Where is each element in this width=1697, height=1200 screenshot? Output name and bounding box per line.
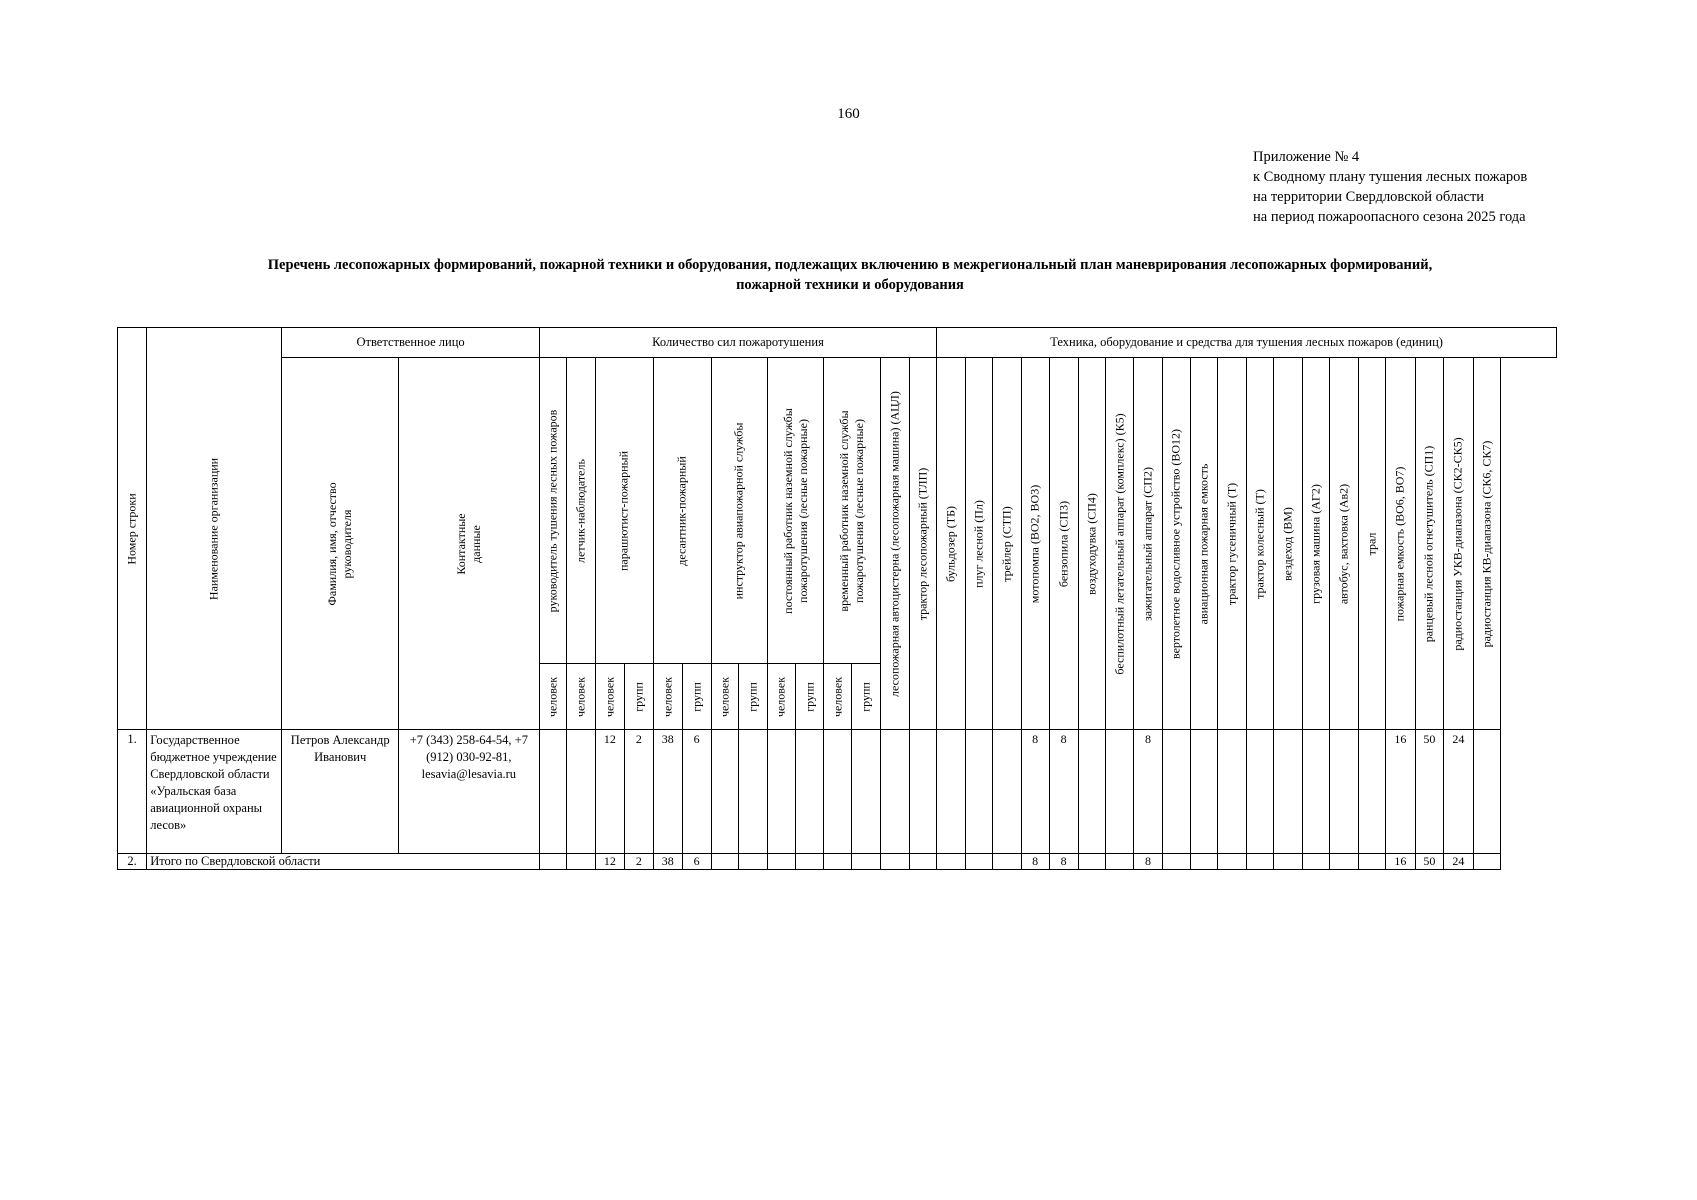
header-force-label: временный работник наземной службы пожаротушения (лесные пожарные)	[837, 409, 867, 612]
data-cell	[909, 854, 937, 870]
row-number: 1.	[118, 730, 147, 854]
data-cell: 24	[1444, 730, 1473, 854]
responsible-person-name: Петров Александр Иванович	[282, 730, 399, 854]
data-cell: 8	[1049, 854, 1078, 870]
data-cell	[1330, 854, 1358, 870]
header-equipment-item	[1078, 358, 1106, 730]
data-cell	[937, 730, 965, 854]
data-cell	[880, 854, 909, 870]
data-cell: 6	[682, 730, 711, 854]
header-force-label: летчик-наблюдатель	[573, 458, 588, 563]
data-cell	[739, 854, 768, 870]
unit-label: человек	[573, 676, 588, 717]
unit-label: человек	[545, 676, 560, 717]
header-equipment-label: грузовая машина (АГ2)	[1308, 483, 1323, 604]
header-equipment-item	[1049, 358, 1078, 730]
header-equipment-label: беспилотный летательный аппарат (комплекс) (К5)	[1112, 412, 1127, 675]
data-cell	[852, 730, 881, 854]
header-equipment-label: трал	[1364, 532, 1379, 555]
header-equipment-label: трейлер (СТП)	[999, 505, 1014, 582]
unit-label: человек	[830, 676, 845, 717]
data-cell	[1078, 730, 1106, 854]
forces-equipment-table	[117, 327, 1697, 870]
header-fio	[282, 358, 399, 730]
header-equipment-label: лесопожарная автоцистерна (лесопожарная машина) (АЦЛ)	[887, 390, 902, 697]
data-cell	[1106, 730, 1134, 854]
header-unit-people	[539, 664, 567, 730]
document-title-line-1: Перечень лесопожарных формирований, пожарной техники и оборудования, подлежащих включению в межрегиональный план маневрирования лесопожарных формирований,	[267, 257, 1433, 273]
data-cell	[1246, 730, 1274, 854]
data-cell: 50	[1415, 730, 1444, 854]
data-cell	[1330, 730, 1358, 854]
header-contacts	[398, 358, 539, 730]
header-unit-people	[768, 664, 796, 730]
header-equipment-item	[1106, 358, 1134, 730]
data-cell	[909, 730, 937, 854]
header-unit-people	[596, 664, 625, 730]
data-cell: 8	[1021, 854, 1049, 870]
data-cell	[1218, 854, 1246, 870]
data-cell	[1274, 854, 1302, 870]
data-cell	[539, 854, 567, 870]
header-equipment-label: трактор лесопожарный (ТЛП)	[915, 467, 930, 620]
unit-label: групп	[858, 681, 873, 712]
header-fio-label: Фамилия, имя, отчество руководителя	[325, 481, 355, 606]
data-cell: 50	[1415, 854, 1444, 870]
header-equipment-label: ранцевый лесной огнетушитель (СП1)	[1421, 445, 1436, 642]
data-cell	[1358, 730, 1386, 854]
header-force-label: десантник-пожарный	[674, 455, 689, 566]
data-cell	[1473, 730, 1501, 854]
data-cell	[539, 730, 567, 854]
data-cell: 12	[596, 854, 625, 870]
data-cell	[880, 730, 909, 854]
header-equipment-label: зажигательный аппарат (СП2)	[1140, 466, 1155, 621]
header-equipment-label: автобус, вахтовка (Ав2)	[1336, 483, 1351, 604]
header-force-label: постоянный работник наземной службы пожаротушения (лесные пожарные)	[780, 407, 810, 614]
header-force-permanent-worker	[768, 358, 824, 664]
data-cell	[993, 730, 1021, 854]
data-cell	[824, 730, 852, 854]
data-cell: 6	[682, 854, 711, 870]
contact-details: +7 (343) 258-64-54, +7 (912) 030-92-81, lesavia@lesavia.ru	[398, 730, 539, 854]
data-cell	[567, 854, 596, 870]
appendix-line-2: к Сводному плану тушения лесных пожаров	[1253, 169, 1528, 185]
document-title-line-2: пожарной техники и оборудования	[736, 277, 964, 293]
header-equipment-item	[1330, 358, 1358, 730]
header-force-label: парашютист-пожарный	[616, 450, 631, 571]
header-unit-groups	[739, 664, 768, 730]
data-cell: 8	[1021, 730, 1049, 854]
header-equipment-label: вертолетное водосливное устройство (ВО12)	[1168, 428, 1183, 659]
header-equipment-item	[1415, 358, 1444, 730]
total-label: Итого по Свердловской области	[147, 854, 539, 870]
unit-label: человек	[602, 676, 617, 717]
appendix-line-4: на период пожароопасного сезона 2025 года	[1253, 209, 1526, 225]
data-cell	[1473, 854, 1501, 870]
data-cell: 12	[596, 730, 625, 854]
header-force-label: руководитель тушения лесных пожаров	[545, 409, 560, 612]
data-cell: 8	[1134, 854, 1162, 870]
unit-label: человек	[717, 676, 732, 717]
data-cell: 8	[1049, 730, 1078, 854]
header-row-number	[118, 328, 147, 730]
header-forces-count: Количество сил пожаротушения	[539, 328, 937, 358]
header-org-name-label: Наименование организации	[206, 457, 221, 600]
header-equipment-item	[1134, 358, 1162, 730]
data-cell	[711, 730, 739, 854]
data-cell: 38	[653, 730, 682, 854]
header-equipment-label: радиостанция КВ-диапазона (СК6, СК7)	[1479, 440, 1494, 647]
header-equipment-label: вездеход (ВМ)	[1280, 506, 1295, 581]
header-contacts-label: Контактные данные	[453, 512, 483, 575]
appendix-block	[1253, 147, 1527, 227]
header-equipment-label: пожарная емкость (ВО6, ВО7)	[1392, 466, 1407, 621]
header-unit-people	[653, 664, 682, 730]
header-unit-groups	[852, 664, 881, 730]
data-cell	[1358, 854, 1386, 870]
page-number: 160	[837, 106, 860, 122]
unit-label: групп	[631, 681, 646, 712]
header-responsible-person: Ответственное лицо	[282, 328, 539, 358]
header-equipment-item	[1190, 358, 1218, 730]
data-cell	[795, 730, 824, 854]
data-cell: 2	[624, 854, 653, 870]
header-equipment-item	[965, 358, 993, 730]
data-cell	[1274, 730, 1302, 854]
header-force-temporary-worker	[824, 358, 880, 664]
header-equipment-label: бульдозер (ТБ)	[943, 505, 958, 582]
header-equipment-label: воздуходувка (СП4)	[1084, 492, 1099, 595]
header-force-airborne-firefighter	[653, 358, 711, 664]
unit-label: человек	[660, 676, 675, 717]
data-cell	[795, 854, 824, 870]
data-cell: 8	[1134, 730, 1162, 854]
row-number: 2.	[118, 854, 147, 870]
header-equipment-item	[937, 358, 965, 730]
org-name: Государственное бюджетное учреждение Свердловской области «Уральская база авиационной охраны лесов»	[147, 730, 282, 854]
header-equipment-item	[1246, 358, 1274, 730]
header-equipment-label: трактор колесный (Т)	[1252, 488, 1267, 599]
data-cell	[1162, 730, 1190, 854]
header-equipment-item	[1218, 358, 1246, 730]
unit-label: групп	[689, 681, 704, 712]
header-unit-groups	[795, 664, 824, 730]
header-equipment-item	[1386, 358, 1415, 730]
header-unit-people	[711, 664, 739, 730]
data-cell	[1106, 854, 1134, 870]
data-cell	[768, 854, 796, 870]
header-unit-groups	[682, 664, 711, 730]
data-cell: 2	[624, 730, 653, 854]
header-force-aviation-instructor	[711, 358, 767, 664]
header-equipment-item	[1274, 358, 1302, 730]
table-row	[118, 730, 1697, 854]
appendix-line-3: на территории Свердловской области	[1253, 189, 1485, 205]
table-row-total	[118, 854, 1697, 870]
header-equipment-label: плуг лесной (Пл)	[971, 499, 986, 588]
header-equipment-item	[1444, 358, 1473, 730]
header-equipment-item	[1162, 358, 1190, 730]
header-force-label: инструктор авиапожарной службы	[731, 422, 746, 599]
unit-label: групп	[802, 681, 817, 712]
header-equipment-label: бензопила (СП3)	[1056, 500, 1071, 587]
header-equipment-label: радиостанция УКВ-диапазона (СК2-СК5)	[1450, 436, 1465, 651]
unit-label: групп	[745, 681, 760, 712]
header-equipment-item	[909, 358, 937, 730]
data-cell	[1078, 854, 1106, 870]
data-cell	[768, 730, 796, 854]
header-force-fire-chief	[539, 358, 567, 664]
data-cell	[965, 854, 993, 870]
appendix-line-1: Приложение № 4	[1253, 149, 1360, 165]
header-equipment-item	[1021, 358, 1049, 730]
data-cell: 38	[653, 854, 682, 870]
data-cell	[1218, 730, 1246, 854]
data-cell	[1246, 854, 1274, 870]
header-equipment-label: авиационная пожарная емкость	[1196, 463, 1211, 624]
data-cell	[965, 730, 993, 854]
document-title	[130, 255, 1570, 295]
data-cell: 16	[1386, 854, 1415, 870]
data-cell	[567, 730, 596, 854]
unit-label: человек	[773, 676, 788, 717]
header-org-name	[147, 328, 282, 730]
data-cell	[1162, 854, 1190, 870]
data-cell: 24	[1444, 854, 1473, 870]
data-cell: 16	[1386, 730, 1415, 854]
data-cell	[852, 854, 881, 870]
header-equipment-label: мотопомпа (ВО2, ВО3)	[1027, 484, 1042, 603]
header-equipment-label: трактор гусеничный (Т)	[1224, 482, 1239, 605]
data-cell	[739, 730, 768, 854]
data-cell	[711, 854, 739, 870]
header-unit-groups	[624, 664, 653, 730]
header-force-paratrooper	[596, 358, 654, 664]
header-equipment-item	[880, 358, 909, 730]
data-cell	[1302, 854, 1330, 870]
header-equipment: Техника, оборудование и средства для тушения лесных пожаров (единиц)	[937, 328, 1557, 358]
data-cell	[1190, 730, 1218, 854]
header-force-pilot-observer	[567, 358, 596, 664]
data-cell	[937, 854, 965, 870]
data-cell	[824, 854, 852, 870]
header-unit-people	[824, 664, 852, 730]
header-equipment-item	[993, 358, 1021, 730]
header-equipment-item	[1302, 358, 1330, 730]
header-equipment-item	[1473, 358, 1501, 730]
header-row-number-label: Номер строки	[124, 492, 139, 565]
header-unit-people	[567, 664, 596, 730]
data-cell	[993, 854, 1021, 870]
data-cell	[1190, 854, 1218, 870]
data-cell	[1302, 730, 1330, 854]
header-equipment-item	[1358, 358, 1386, 730]
